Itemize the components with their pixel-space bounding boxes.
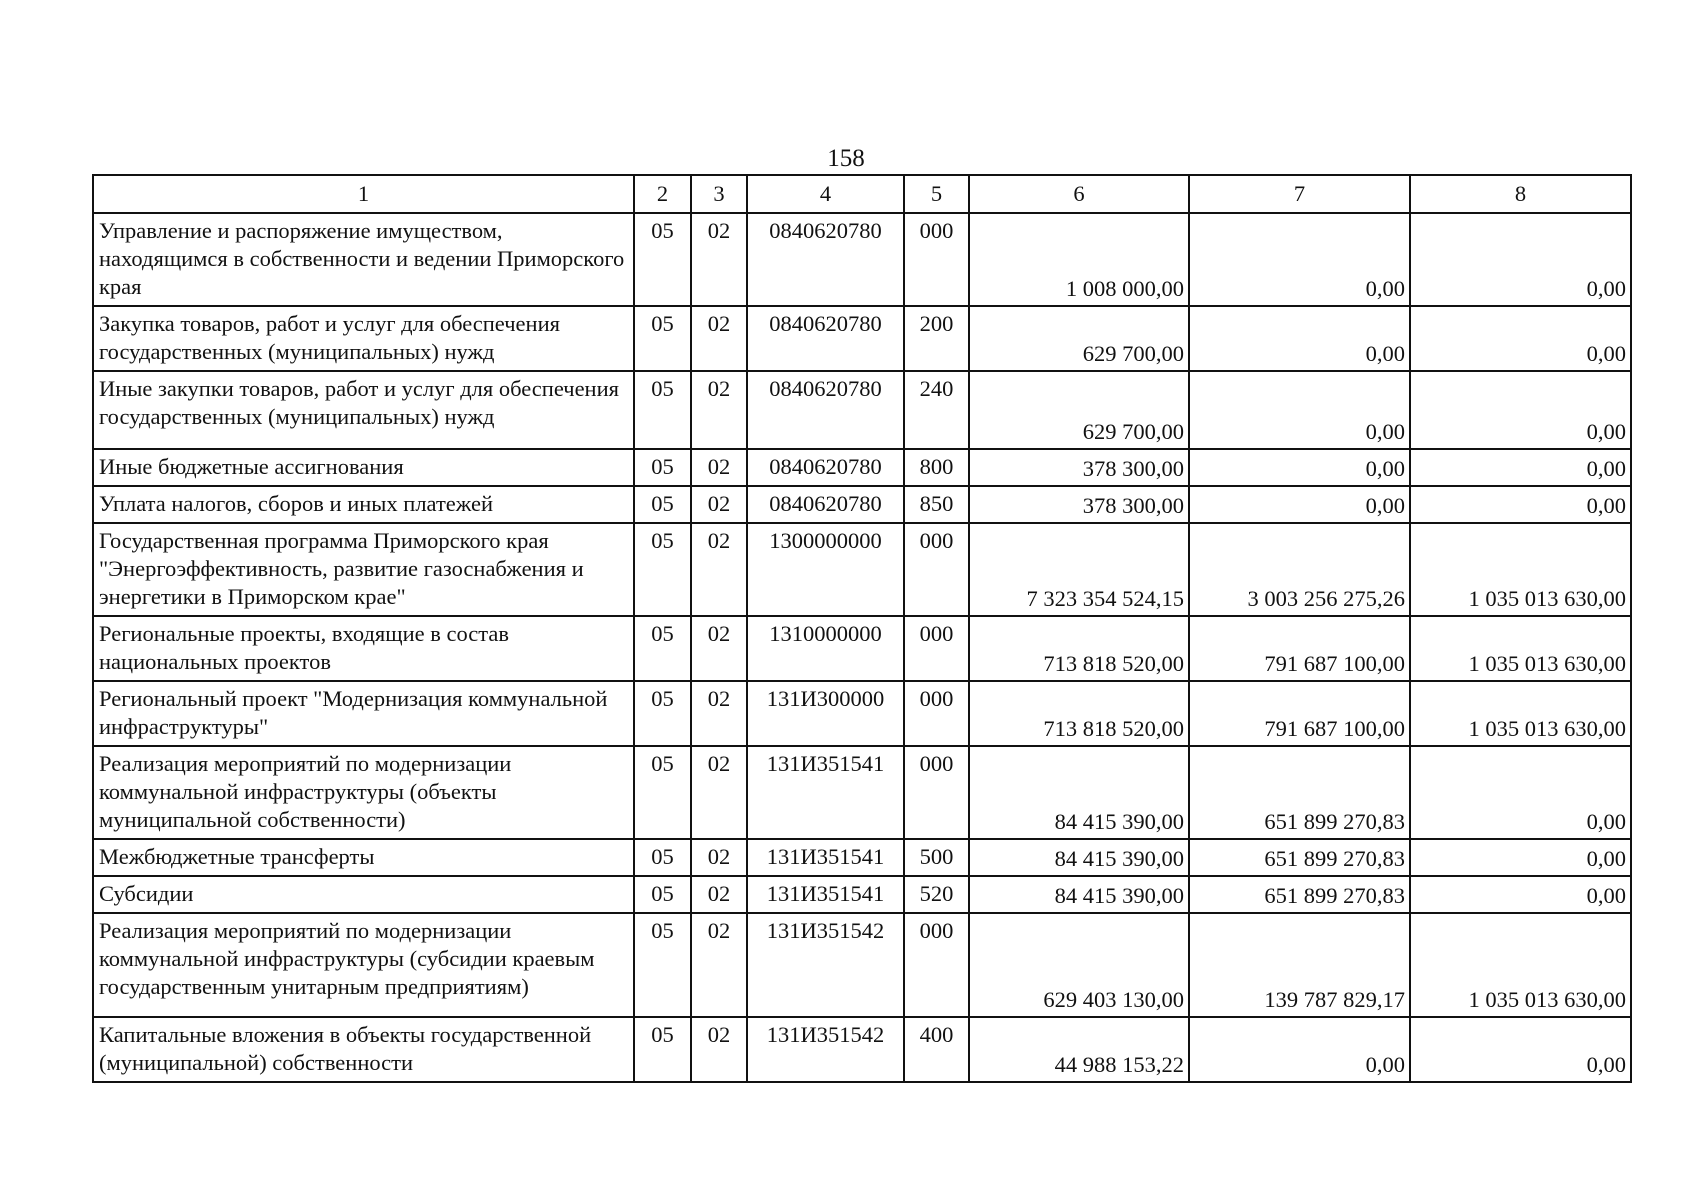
amount-column-6-cell: 629 403 130,00 [969,913,1189,1017]
page-number: 158 [827,145,865,172]
amount-column-8-cell: 1 035 013 630,00 [1410,681,1631,746]
amount-column-7-cell: 791 687 100,00 [1189,681,1410,746]
target-article-cell: 1300000000 [747,523,904,616]
amount-column-7-cell: 0,00 [1189,486,1410,523]
amount-column-8-cell: 0,00 [1410,876,1631,913]
amount-column-6-cell: 7 323 354 524,15 [969,523,1189,616]
target-article-cell: 1310000000 [747,616,904,681]
expense-type-cell: 000 [904,913,969,1017]
section-code-cell: 05 [634,449,691,486]
subsection-code-cell: 02 [691,306,747,371]
amount-column-8-cell: 1 035 013 630,00 [1410,616,1631,681]
target-article-cell: 0840620780 [747,213,904,306]
column-number-3: 3 [691,175,747,213]
amount-column-7-cell: 651 899 270,83 [1189,746,1410,839]
target-article-cell: 0840620780 [747,306,904,371]
target-article-cell: 131И351542 [747,913,904,1017]
target-article-cell: 0840620780 [747,486,904,523]
table-row [93,306,1631,371]
amount-column-6-cell: 84 415 390,00 [969,876,1189,913]
column-number-8: 8 [1410,175,1631,213]
target-article-cell: 131И351541 [747,876,904,913]
amount-column-7-cell: 0,00 [1189,306,1410,371]
amount-column-6-cell: 629 700,00 [969,371,1189,449]
amount-column-8-cell: 0,00 [1410,306,1631,371]
table-row [93,839,1631,876]
amount-column-8-cell: 1 035 013 630,00 [1410,523,1631,616]
section-code-cell: 05 [634,306,691,371]
expense-name-cell: Управление и распоряжение имуществом, находящимся в собственности и ведении Приморского края [93,213,634,306]
expense-name-cell: Реализация мероприятий по модернизации коммунальной инфраструктуры (субсидии краевым государственным унитарным предприятиям) [93,913,634,1017]
amount-column-7-cell: 0,00 [1189,371,1410,449]
amount-column-6-cell: 44 988 153,22 [969,1017,1189,1082]
table-row [93,523,1631,616]
table-row [93,449,1631,486]
expense-name-cell: Капитальные вложения в объекты государственной (муниципальной) собственности [93,1017,634,1082]
subsection-code-cell: 02 [691,1017,747,1082]
expense-name-cell: Региональный проект "Модернизация коммунальной инфраструктуры" [93,681,634,746]
subsection-code-cell: 02 [691,681,747,746]
amount-column-8-cell: 1 035 013 630,00 [1410,913,1631,1017]
expense-name-cell: Государственная программа Приморского края "Энергоэффективность, развитие газоснабжения и энергетики в Приморском крае" [93,523,634,616]
expense-name-cell: Иные закупки товаров, работ и услуг для обеспечения государственных (муниципальных) нужд [93,371,634,449]
table-row [93,913,1631,1017]
expense-type-cell: 200 [904,306,969,371]
expense-name-cell: Региональные проекты, входящие в состав национальных проектов [93,616,634,681]
target-article-cell: 131И351542 [747,1017,904,1082]
section-code-cell: 05 [634,876,691,913]
expense-type-cell: 000 [904,746,969,839]
subsection-code-cell: 02 [691,913,747,1017]
expense-type-cell: 000 [904,523,969,616]
budget-table [92,174,1632,1083]
expense-type-cell: 800 [904,449,969,486]
section-code-cell: 05 [634,523,691,616]
amount-column-8-cell: 0,00 [1410,213,1631,306]
amount-column-6-cell: 84 415 390,00 [969,839,1189,876]
table-row [93,486,1631,523]
amount-column-6-cell: 713 818 520,00 [969,681,1189,746]
amount-column-8-cell: 0,00 [1410,839,1631,876]
amount-column-8-cell: 0,00 [1410,449,1631,486]
expense-type-cell: 850 [904,486,969,523]
column-number-7: 7 [1189,175,1410,213]
amount-column-7-cell: 0,00 [1189,449,1410,486]
subsection-code-cell: 02 [691,616,747,681]
expense-type-cell: 240 [904,371,969,449]
subsection-code-cell: 02 [691,449,747,486]
target-article-cell: 0840620780 [747,371,904,449]
table-row [93,371,1631,449]
expense-type-cell: 000 [904,213,969,306]
amount-column-7-cell: 3 003 256 275,26 [1189,523,1410,616]
column-number-1: 1 [93,175,634,213]
table-row [93,746,1631,839]
subsection-code-cell: 02 [691,371,747,449]
amount-column-7-cell: 651 899 270,83 [1189,839,1410,876]
expense-type-cell: 520 [904,876,969,913]
section-code-cell: 05 [634,371,691,449]
expense-type-cell: 000 [904,681,969,746]
subsection-code-cell: 02 [691,876,747,913]
section-code-cell: 05 [634,746,691,839]
section-code-cell: 05 [634,486,691,523]
column-number-6: 6 [969,175,1189,213]
section-code-cell: 05 [634,913,691,1017]
amount-column-6-cell: 378 300,00 [969,486,1189,523]
subsection-code-cell: 02 [691,486,747,523]
table-row [93,616,1631,681]
amount-column-7-cell: 791 687 100,00 [1189,616,1410,681]
subsection-code-cell: 02 [691,213,747,306]
subsection-code-cell: 02 [691,523,747,616]
table-row [93,681,1631,746]
target-article-cell: 131И351541 [747,746,904,839]
column-number-2: 2 [634,175,691,213]
section-code-cell: 05 [634,616,691,681]
amount-column-6-cell: 1 008 000,00 [969,213,1189,306]
amount-column-6-cell: 378 300,00 [969,449,1189,486]
target-article-cell: 131И300000 [747,681,904,746]
subsection-code-cell: 02 [691,746,747,839]
column-number-5: 5 [904,175,969,213]
expense-name-cell: Иные бюджетные ассигнования [93,449,634,486]
expense-name-cell: Уплата налогов, сборов и иных платежей [93,486,634,523]
amount-column-7-cell: 0,00 [1189,213,1410,306]
amount-column-7-cell: 651 899 270,83 [1189,876,1410,913]
amount-column-8-cell: 0,00 [1410,746,1631,839]
expense-name-cell: Субсидии [93,876,634,913]
column-number-4: 4 [747,175,904,213]
amount-column-8-cell: 0,00 [1410,371,1631,449]
section-code-cell: 05 [634,1017,691,1082]
amount-column-7-cell: 139 787 829,17 [1189,913,1410,1017]
amount-column-6-cell: 713 818 520,00 [969,616,1189,681]
subsection-code-cell: 02 [691,839,747,876]
table-row [93,213,1631,306]
amount-column-8-cell: 0,00 [1410,1017,1631,1082]
amount-column-8-cell: 0,00 [1410,486,1631,523]
expense-type-cell: 400 [904,1017,969,1082]
amount-column-6-cell: 629 700,00 [969,306,1189,371]
table-row [93,1017,1631,1082]
expense-type-cell: 000 [904,616,969,681]
expense-name-cell: Реализация мероприятий по модернизации коммунальной инфраструктуры (объекты муниципальной собственности) [93,746,634,839]
expense-name-cell: Межбюджетные трансферты [93,839,634,876]
amount-column-7-cell: 0,00 [1189,1017,1410,1082]
table-header-row [93,175,1631,213]
section-code-cell: 05 [634,213,691,306]
table-row [93,876,1631,913]
target-article-cell: 0840620780 [747,449,904,486]
section-code-cell: 05 [634,681,691,746]
target-article-cell: 131И351541 [747,839,904,876]
section-code-cell: 05 [634,839,691,876]
expense-type-cell: 500 [904,839,969,876]
amount-column-6-cell: 84 415 390,00 [969,746,1189,839]
expense-name-cell: Закупка товаров, работ и услуг для обеспечения государственных (муниципальных) нужд [93,306,634,371]
